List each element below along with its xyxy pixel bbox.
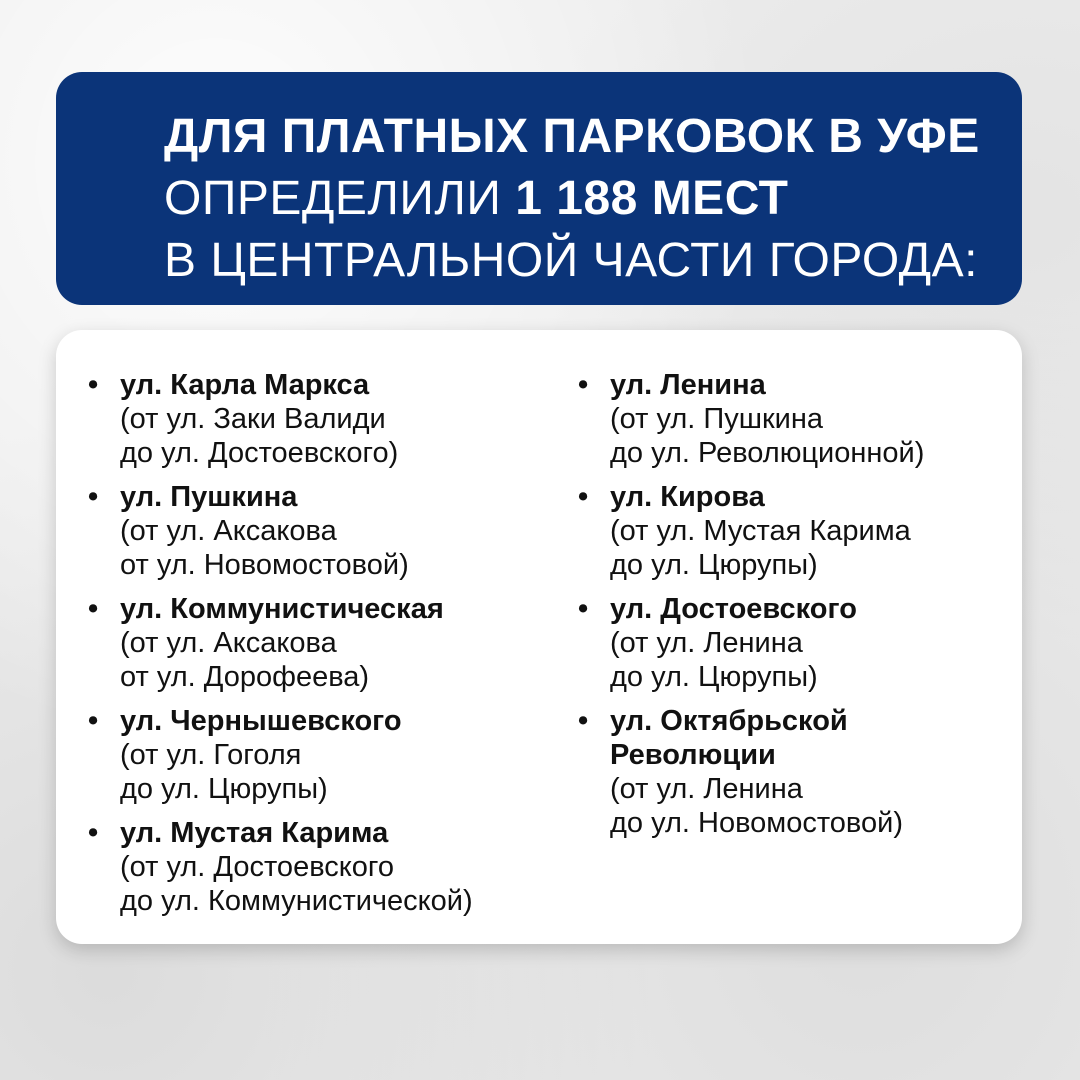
street-segment-to: до ул. Коммунистической) — [120, 885, 473, 917]
street-segment-from: (от ул. Аксакова — [120, 515, 337, 547]
streets-column-right — [574, 368, 924, 850]
headline-line-2-normal: ОПРЕДЕЛИЛИ — [164, 172, 502, 225]
street-segment-to: до ул. Революционной) — [610, 437, 925, 469]
streets-column-left — [84, 368, 473, 928]
street-segment-from: (от ул. Ленина — [610, 773, 803, 805]
list-item — [574, 480, 924, 582]
list-item — [84, 704, 473, 806]
bullet: • — [88, 705, 99, 737]
street-segment-to: до ул. Цюрупы) — [610, 549, 818, 581]
street-segment-to: до ул. Цюрупы) — [120, 773, 328, 805]
street-segment-to: от ул. Дорофеева) — [120, 661, 370, 693]
bullet: • — [578, 369, 589, 401]
street-segment-from: (от ул. Пушкина — [610, 403, 824, 435]
street-name: ул. Карла Маркса — [120, 369, 370, 401]
list-item — [574, 592, 924, 694]
list-item — [84, 592, 473, 694]
street-segment-to: до ул. Цюрупы) — [610, 661, 818, 693]
street-name: ул. Коммунистическая — [120, 593, 444, 625]
street-name: ул. Достоевского — [610, 593, 857, 625]
bullet: • — [88, 593, 99, 625]
list-item — [84, 368, 473, 470]
list-item — [574, 704, 924, 840]
list-item — [84, 480, 473, 582]
street-name: ул. Мустая Карима — [120, 817, 389, 849]
bullet: • — [578, 481, 589, 513]
list-item — [84, 816, 473, 918]
street-name: ул. Пушкина — [120, 481, 298, 513]
street-segment-from: (от ул. Ленина — [610, 627, 803, 659]
parking-count: 1 188 МЕСТ — [515, 172, 789, 225]
street-segment-from: (от ул. Мустая Карима — [610, 515, 911, 547]
header-banner — [56, 72, 1022, 305]
street-segment-to: до ул. Новомостовой) — [610, 807, 904, 839]
street-segment-to: от ул. Новомостовой) — [120, 549, 409, 581]
street-segment-from: (от ул. Аксакова — [120, 627, 337, 659]
street-segment-to: до ул. Достоевского) — [120, 437, 399, 469]
street-name: ул. Чернышевского — [120, 705, 402, 737]
street-name: ул. Кирова — [610, 481, 765, 513]
street-segment-from: (от ул. Гоголя — [120, 739, 302, 771]
bullet: • — [88, 369, 99, 401]
street-name: ул. Ленина — [610, 369, 766, 401]
headline-line-2 — [164, 168, 1022, 230]
streets-card — [56, 330, 1022, 944]
street-name-line-2: Революции — [610, 739, 776, 771]
street-name-line-1: ул. Октябрьской — [610, 705, 848, 737]
bullet: • — [578, 705, 589, 737]
street-segment-from: (от ул. Достоевского — [120, 851, 394, 883]
bullet: • — [88, 481, 99, 513]
headline-line-1: ДЛЯ ПЛАТНЫХ ПАРКОВОК В УФЕ — [164, 110, 980, 163]
list-item — [574, 368, 924, 470]
street-segment-from: (от ул. Заки Валиди — [120, 403, 386, 435]
headline-line-3: В ЦЕНТРАЛЬНОЙ ЧАСТИ ГОРОДА: — [164, 234, 978, 287]
bullet: • — [578, 593, 589, 625]
bullet: • — [88, 817, 99, 849]
